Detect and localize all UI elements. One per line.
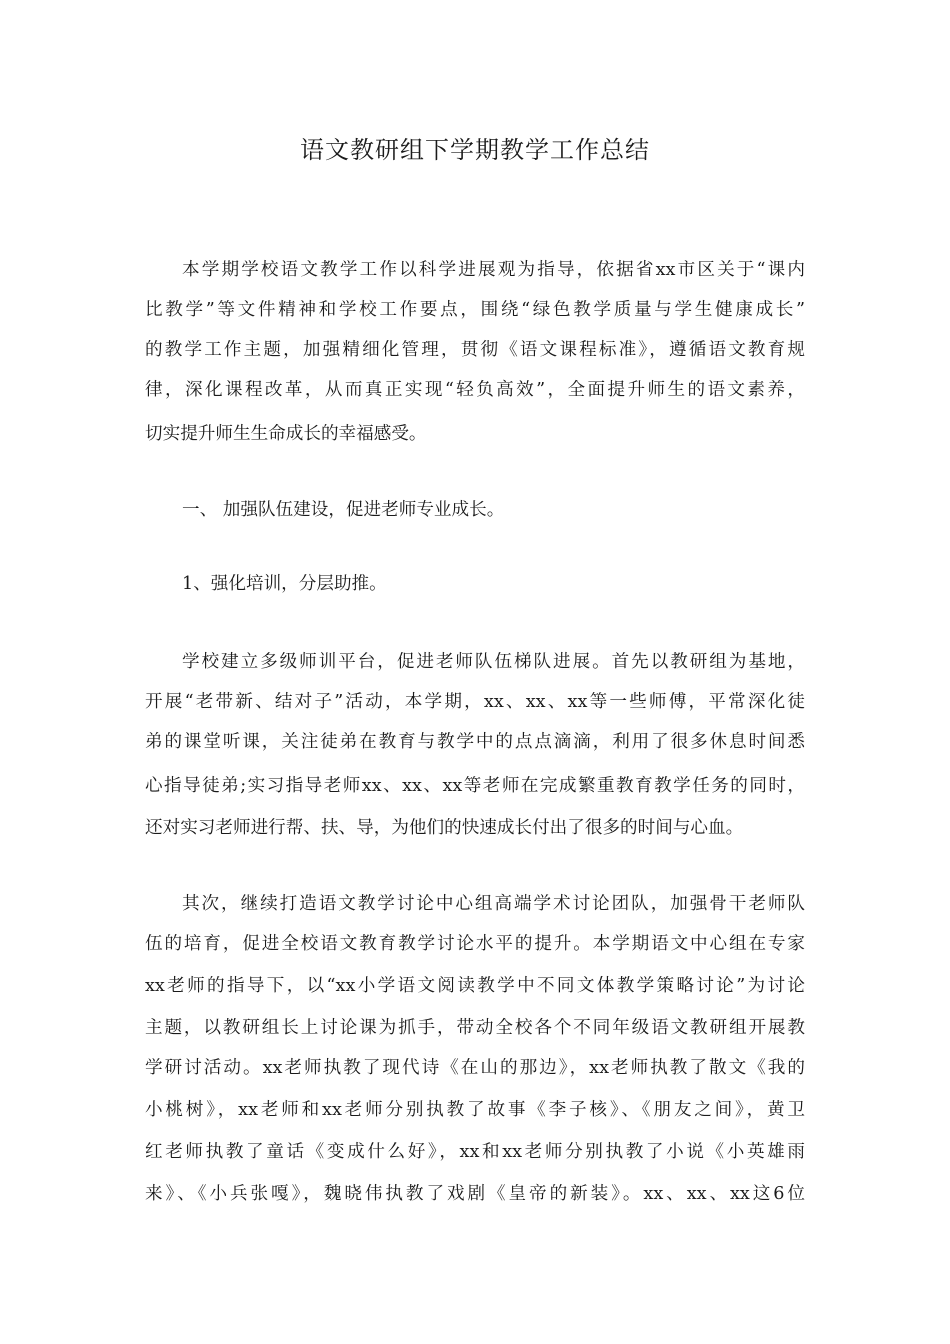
section-1-heading: 一、 加强队伍建设，促进老师专业成长。 [182,500,505,520]
paragraph-3-line-7: 红老师执教了童话《变成什么好》，xx和xx老师分别执教了小说《小英雄雨 [145,1142,805,1162]
document-title: 语文教研组下学期教学工作总结 [300,136,650,164]
paragraph-1-line-5: 切实提升师生生命成长的幸福感受。 [145,424,427,444]
subsection-1-heading: 1、强化培训，分层助推。 [182,574,387,594]
paragraph-3-line-4: 主题，以教研组长上讨论课为抓手，带动全校各个不同年级语文教研组开展教 [145,1018,805,1038]
paragraph-1-line-3: 的教学工作主题，加强精细化管理，贯彻《语文课程标准》，遵循语文教育规 [145,340,805,360]
paragraph-3-line-6: 小桃树》，xx老师和xx老师分别执教了故事《李子核》、《朋友之间》，黄卫 [145,1100,805,1120]
paragraph-2-line-3: 弟的课堂听课，关注徒弟在教育与教学中的点点滴滴，利用了很多休息时间悉 [145,732,805,752]
paragraph-1-line-1: 本学期学校语文教学工作以科学进展观为指导，依据省xx市区关于“课内 [182,260,805,280]
paragraph-3-line-1: 其次，继续打造语文教学讨论中心组高端学术讨论团队，加强骨干老师队 [182,894,805,914]
paragraph-3-line-5: 学研讨活动。xx老师执教了现代诗《在山的那边》，xx老师执教了散文《我的 [145,1058,805,1078]
paragraph-1-line-4: 律，深化课程改革，从而真正实现“轻负高效”，全面提升师生的语文素养， [145,380,805,400]
paragraph-3-line-8: 来》、《小兵张嘎》，魏晓伟执教了戏剧《皇帝的新装》。xx、xx、xx这6位 [145,1184,805,1204]
paragraph-2-line-5: 还对实习老师进行帮、扶、导，为他们的快速成长付出了很多的时间与心血。 [145,818,744,838]
paragraph-1-line-2: 比教学”等文件精神和学校工作要点，围绕“绿色教学质量与学生健康成长” [145,300,805,320]
paragraph-2-line-4: 心指导徒弟;实习指导老师xx、xx、xx等老师在完成繁重教育教学任务的同时， [145,776,805,796]
paragraph-2-line-2: 开展“老带新、结对子”活动，本学期，xx、xx、xx等一些师傅，平常深化徒 [145,692,805,712]
paragraph-2-line-1: 学校建立多级师训平台，促进老师队伍梯队进展。首先以教研组为基地， [182,652,805,672]
paragraph-3-line-2: 伍的培育，促进全校语文教育教学讨论水平的提升。本学期语文中心组在专家 [145,934,805,954]
paragraph-3-line-3: xx老师的指导下，以“xx小学语文阅读教学中不同文体教学策略讨论”为讨论 [145,976,805,996]
